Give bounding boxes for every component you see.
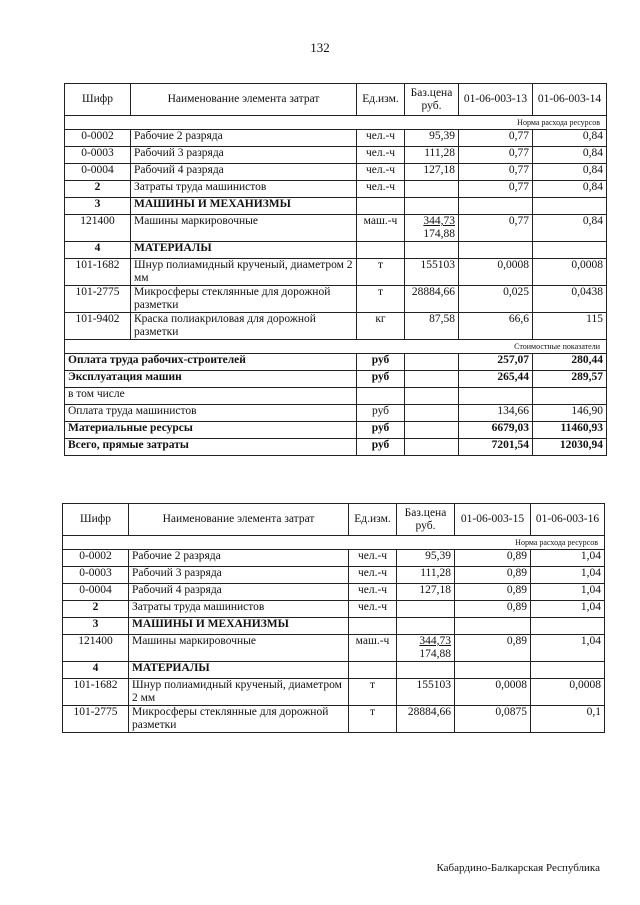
price-value: 127,18 <box>419 584 451 596</box>
cost-row <box>65 405 607 422</box>
cost-value-b: 11460,93 <box>533 422 607 439</box>
row-code: 101-2775 <box>65 286 131 313</box>
row-value-a: 0,89 <box>455 601 531 618</box>
row-price <box>405 313 459 340</box>
row-name: Рабочий 4 разряда <box>131 164 357 181</box>
table-row <box>65 259 607 286</box>
price-value: 111,28 <box>420 567 451 579</box>
row-value-b: 1,04 <box>531 567 605 584</box>
cost-price <box>405 371 459 388</box>
row-value-a <box>455 662 531 679</box>
row-unit <box>357 242 405 259</box>
row-value-a: 0,0008 <box>459 259 533 286</box>
row-price <box>397 679 455 706</box>
cost-price <box>405 439 459 456</box>
row-price <box>397 635 455 662</box>
row-price <box>405 181 459 198</box>
price-value: 95,39 <box>425 550 451 562</box>
row-value-b: 1,04 <box>531 584 605 601</box>
table-row <box>65 130 607 147</box>
header-column-a: 01-06-003-13 <box>459 84 533 116</box>
row-name: Рабочие 2 разряда <box>131 130 357 147</box>
row-price <box>405 198 459 215</box>
header-row <box>65 84 607 116</box>
cost-value-b: 146,90 <box>533 405 607 422</box>
cost-label: Стоимостные показатели <box>65 340 607 354</box>
price-value: 111,28 <box>424 147 455 159</box>
row-name: МАТЕРИАЛЫ <box>131 242 357 259</box>
header-name: Наименование элемента затрат <box>129 504 349 536</box>
row-code: 0-0002 <box>65 130 131 147</box>
cost-row <box>65 371 607 388</box>
row-value-a: 0,0875 <box>455 706 531 733</box>
row-value-b: 0,0438 <box>533 286 607 313</box>
row-unit: чел.-ч <box>349 584 397 601</box>
row-value-b <box>531 662 605 679</box>
price-value: 155103 <box>420 259 455 271</box>
price-secondary-value: 174,88 <box>419 648 451 660</box>
row-name: Затраты труда машинистов <box>129 601 349 618</box>
row-value-b: 0,0008 <box>531 679 605 706</box>
cost-value-a: 265,44 <box>459 371 533 388</box>
row-value-b: 0,84 <box>533 215 607 242</box>
row-unit: т <box>349 706 397 733</box>
cost-row <box>65 439 607 456</box>
cost-value-a: 7201,54 <box>459 439 533 456</box>
row-value-a: 0,77 <box>459 130 533 147</box>
header-price: Баз.цена руб. <box>405 84 459 116</box>
row-price <box>405 164 459 181</box>
row-unit: чел.-ч <box>357 147 405 164</box>
row-value-a: 0,89 <box>455 635 531 662</box>
row-unit: т <box>349 679 397 706</box>
resource-table-2 <box>62 503 605 733</box>
row-unit: чел.-ч <box>357 164 405 181</box>
cost-value-b: 12030,94 <box>533 439 607 456</box>
row-unit: чел.-ч <box>357 130 405 147</box>
row-value-b <box>531 618 605 635</box>
header-code: Шифр <box>63 504 129 536</box>
row-value-b: 1,04 <box>531 601 605 618</box>
row-code: 0-0002 <box>63 550 129 567</box>
row-code: 101-1682 <box>65 259 131 286</box>
row-unit: кг <box>357 313 405 340</box>
table-row <box>63 706 605 733</box>
row-value-b: 115 <box>533 313 607 340</box>
price-value: 344,73 <box>419 635 451 647</box>
row-name: Микросферы стеклянные для дорожной разметки <box>129 706 349 733</box>
row-value-a: 0,77 <box>459 215 533 242</box>
row-value-a: 0,89 <box>455 584 531 601</box>
row-code: 101-2775 <box>63 706 129 733</box>
row-name: Затраты труда машинистов <box>131 181 357 198</box>
row-value-b: 0,1 <box>531 706 605 733</box>
row-unit: маш.-ч <box>349 635 397 662</box>
price-value: 28884,66 <box>407 706 451 718</box>
row-value-b: 1,04 <box>531 635 605 662</box>
table-row <box>65 242 607 259</box>
row-name: Рабочий 3 разряда <box>131 147 357 164</box>
table-row <box>65 215 607 242</box>
price-value: 155103 <box>416 679 451 691</box>
row-unit: чел.-ч <box>349 567 397 584</box>
table-row <box>63 635 605 662</box>
row-value-a: 0,77 <box>459 147 533 164</box>
header-name: Наименование элемента затрат <box>131 84 357 116</box>
header-unit: Ед.изм. <box>349 504 397 536</box>
cost-name: Материальные ресурсы <box>65 422 357 439</box>
row-value-b: 0,84 <box>533 164 607 181</box>
header-column-b: 01-06-003-14 <box>533 84 607 116</box>
row-value-a <box>459 242 533 259</box>
cost-name: Оплата труда машинистов <box>65 405 357 422</box>
price-value: 28884,66 <box>411 286 455 298</box>
header-row <box>63 504 605 536</box>
row-value-b: 0,0008 <box>533 259 607 286</box>
cost-price <box>405 405 459 422</box>
row-code: 101-1682 <box>63 679 129 706</box>
row-code: 4 <box>63 662 129 679</box>
row-code: 3 <box>65 198 131 215</box>
row-value-b: 0,84 <box>533 130 607 147</box>
row-price <box>397 601 455 618</box>
row-name: Шнур полиамидный крученый, диаметром 2 мм <box>131 259 357 286</box>
row-price <box>405 259 459 286</box>
row-unit <box>357 198 405 215</box>
resource-table-1 <box>64 83 607 456</box>
cost-unit: руб <box>357 405 405 422</box>
row-name: Шнур полиамидный крученый, диаметром 2 мм <box>129 679 349 706</box>
row-price <box>397 662 455 679</box>
row-value-a: 0,77 <box>459 164 533 181</box>
row-value-a: 0,0008 <box>455 679 531 706</box>
price-value: 95,39 <box>429 130 455 142</box>
cost-unit: руб <box>357 422 405 439</box>
row-value-a <box>455 618 531 635</box>
cost-value-b: 280,44 <box>533 354 607 371</box>
header-code: Шифр <box>65 84 131 116</box>
header-unit: Ед.изм. <box>357 84 405 116</box>
row-price <box>405 286 459 313</box>
table-row <box>65 313 607 340</box>
table-row <box>65 164 607 181</box>
table-row <box>65 286 607 313</box>
cost-unit: руб <box>357 371 405 388</box>
cost-value-a: 6679,03 <box>459 422 533 439</box>
row-name: Рабочий 3 разряда <box>129 567 349 584</box>
row-code: 121400 <box>63 635 129 662</box>
cost-name: Эксплуатация машин <box>65 371 357 388</box>
row-price <box>397 550 455 567</box>
cost-unit: руб <box>357 354 405 371</box>
norm-label: Норма расхода ресурсов <box>65 116 607 130</box>
table-row <box>63 584 605 601</box>
row-name: МАШИНЫ И МЕХАНИЗМЫ <box>129 618 349 635</box>
row-price <box>405 215 459 242</box>
region-footer: Кабардино-Балкарская Республика <box>436 862 600 874</box>
row-price <box>397 584 455 601</box>
row-price <box>397 618 455 635</box>
cost-price <box>405 388 459 405</box>
row-value-b: 1,04 <box>531 550 605 567</box>
cost-value-b <box>533 388 607 405</box>
row-code: 3 <box>63 618 129 635</box>
norm-label-row <box>63 536 605 550</box>
cost-value-a: 257,07 <box>459 354 533 371</box>
row-unit: т <box>357 259 405 286</box>
row-value-b: 0,84 <box>533 147 607 164</box>
header-column-a: 01-06-003-15 <box>455 504 531 536</box>
row-value-b: 0,84 <box>533 181 607 198</box>
row-unit <box>349 618 397 635</box>
row-name: Рабочие 2 разряда <box>129 550 349 567</box>
row-value-b <box>533 242 607 259</box>
row-price <box>405 130 459 147</box>
row-name: МАШИНЫ И МЕХАНИЗМЫ <box>131 198 357 215</box>
row-value-a <box>459 198 533 215</box>
row-price <box>397 567 455 584</box>
header-column-b: 01-06-003-16 <box>531 504 605 536</box>
cost-label-row <box>65 340 607 354</box>
table-row <box>63 567 605 584</box>
row-name: Машины маркировочные <box>129 635 349 662</box>
cost-row <box>65 422 607 439</box>
row-value-a: 0,025 <box>459 286 533 313</box>
table-row <box>63 618 605 635</box>
row-code: 121400 <box>65 215 131 242</box>
cost-unit: руб <box>357 439 405 456</box>
row-value-a: 0,89 <box>455 550 531 567</box>
row-code: 0-0004 <box>65 164 131 181</box>
table-row <box>65 181 607 198</box>
row-code: 2 <box>63 601 129 618</box>
row-price <box>397 706 455 733</box>
row-code: 4 <box>65 242 131 259</box>
table-row <box>63 662 605 679</box>
cost-name: Всего, прямые затраты <box>65 439 357 456</box>
table-row <box>63 601 605 618</box>
row-value-b <box>533 198 607 215</box>
price-value: 344,73 <box>423 215 455 227</box>
cost-row <box>65 354 607 371</box>
row-name: Рабочий 4 разряда <box>129 584 349 601</box>
cost-value-b: 289,57 <box>533 371 607 388</box>
row-unit: чел.-ч <box>349 601 397 618</box>
table-row <box>65 198 607 215</box>
cost-name: Оплата труда рабочих-строителей <box>65 354 357 371</box>
row-code: 0-0004 <box>63 584 129 601</box>
norm-label-row <box>65 116 607 130</box>
row-code: 0-0003 <box>63 567 129 584</box>
row-name: Краска полиакриловая для дорожной разметки <box>131 313 357 340</box>
row-unit: чел.-ч <box>357 181 405 198</box>
cost-value-a <box>459 388 533 405</box>
header-price: Баз.цена руб. <box>397 504 455 536</box>
table-row <box>65 147 607 164</box>
cost-unit <box>357 388 405 405</box>
cost-name: в том числе <box>65 388 357 405</box>
row-unit: чел.-ч <box>349 550 397 567</box>
cost-row <box>65 388 607 405</box>
cost-value-a: 134,66 <box>459 405 533 422</box>
row-unit: т <box>357 286 405 313</box>
row-code: 2 <box>65 181 131 198</box>
cost-price <box>405 354 459 371</box>
row-price <box>405 147 459 164</box>
norm-label: Норма расхода ресурсов <box>63 536 605 550</box>
row-unit <box>349 662 397 679</box>
row-name: Машины маркировочные <box>131 215 357 242</box>
row-value-a: 66,6 <box>459 313 533 340</box>
row-name: Микросферы стеклянные для дорожной разметки <box>131 286 357 313</box>
row-code: 101-9402 <box>65 313 131 340</box>
table-row <box>63 550 605 567</box>
price-value: 127,18 <box>423 164 455 176</box>
table-row <box>63 679 605 706</box>
row-code: 0-0003 <box>65 147 131 164</box>
row-price <box>405 242 459 259</box>
row-name: МАТЕРИАЛЫ <box>129 662 349 679</box>
page-number: 132 <box>310 40 330 55</box>
row-unit: маш.-ч <box>357 215 405 242</box>
price-secondary-value: 174,88 <box>423 228 455 240</box>
row-value-a: 0,89 <box>455 567 531 584</box>
row-value-a: 0,77 <box>459 181 533 198</box>
cost-price <box>405 422 459 439</box>
price-value: 87,58 <box>429 313 455 325</box>
